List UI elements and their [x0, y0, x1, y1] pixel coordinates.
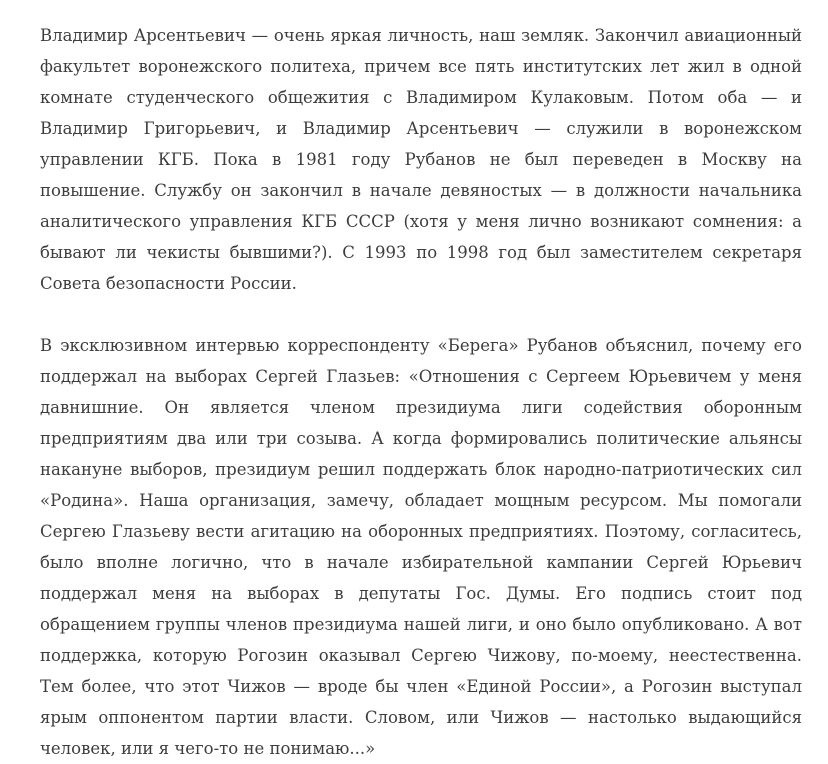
- article-paragraph-1: Владимир Арсентьевич — очень яркая личность, наш земляк. Закончил авиационный факультет воронежского политеха, причем все пять институтских лет жил в одной комнате студенческого общежития с Владимиром Кулаковым. Потом оба — и Владимир Григорьевич, и Владимир Арсентьевич — служили в воронежском управлении КГБ. Пока в 1981 году Рубанов не был переведен в Москву на повышение. Службу он закончил в начале девяностых — в должности начальника аналитического управления КГБ СССР (хотя у меня лично возникают сомнения: а бывают ли чекисты бывшими?). С 1993 по 1998 год был заместителем секретаря Совета безопасности России.: [40, 26, 802, 293]
- article-body: [40, 20, 802, 764]
- article-paragraph-2: В эксклюзивном интервью корреспонденту «Берега» Рубанов объяснил, почему его поддержал на выборах Сергей Глазьев: «Отношения с Сергеем Юрьевичем у меня давнишние. Он является членом президиума лиги содействия оборонным предприятиям два или три созыва. А когда формировались политические альянсы накануне выборов, президиум решил поддержать блок народно-патриотических сил «Родина». Наша организация, замечу, обладает мощным ресурсом. Мы помогали Сергею Глазьеву вести агитацию на оборонных предприятиях. Поэтому, согласитесь, было вполне логично, что в начале избирательной кампании Сергей Юрьевич поддержал меня на выборах в депутаты Гос. Думы. Его подпись стоит под обращением группы членов президиума нашей лиги, и оно было опубликовано. А вот поддержка, которую Рогозин оказывал Сергею Чижову, по-моему, неестественна. Тем более, что этот Чижов — вроде бы член «Единой России», а Рогозин выступал ярым оппонентом партии власти. Словом, или Чижов — настолько выдающийся человек, или я чего-то не понимаю...»: [40, 336, 802, 758]
